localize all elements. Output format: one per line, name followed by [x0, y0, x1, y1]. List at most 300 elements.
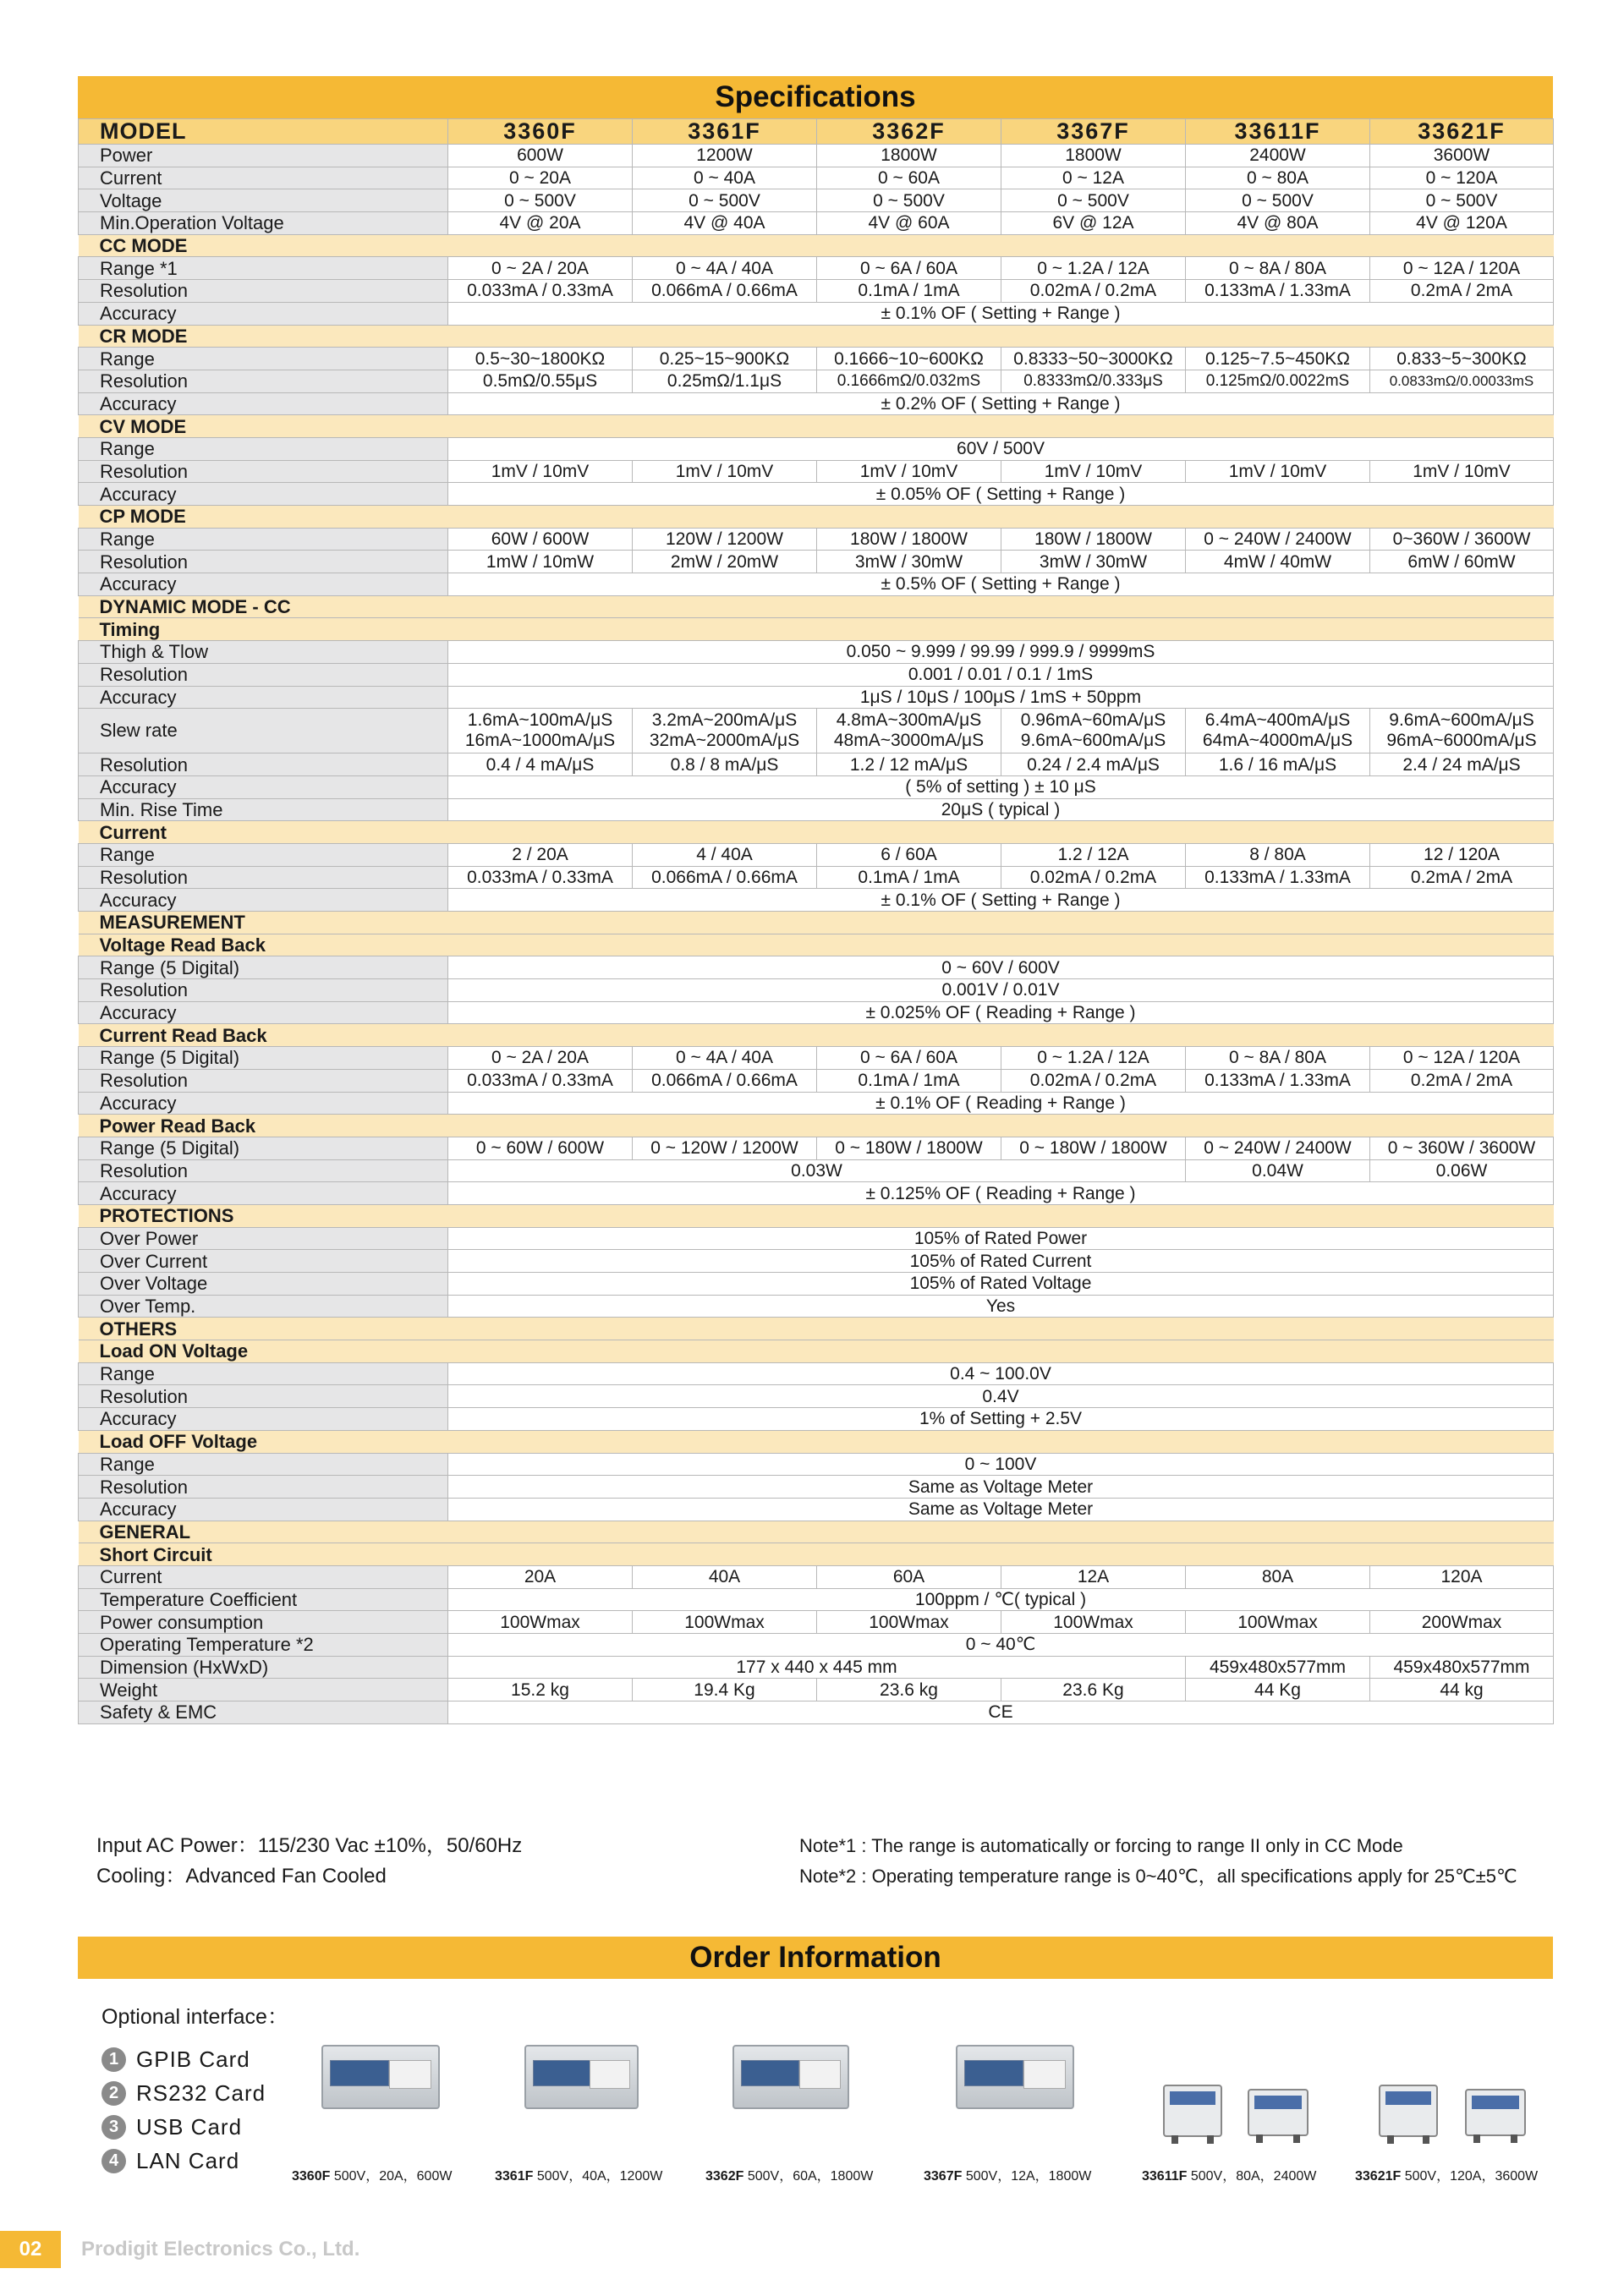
spec-label: Resolution: [79, 1476, 448, 1499]
spec-value: 1mV / 10mV: [1370, 460, 1554, 483]
spec-value: 12A: [1001, 1565, 1186, 1588]
section-header-row: [79, 415, 1554, 438]
spec-value: 3mW / 30mW: [1001, 551, 1186, 573]
spec-value: 0 ~ 500V: [448, 189, 633, 212]
spec-value: 200Wmax: [1370, 1611, 1554, 1634]
spec-label: Accuracy: [79, 1408, 448, 1431]
spec-value: 0 ~ 240W / 2400W: [1186, 1137, 1370, 1159]
section-header-row: [79, 1340, 1554, 1363]
spec-row: [79, 573, 1554, 596]
spec-value: 0.0833mΩ/0.00033mS: [1370, 370, 1554, 392]
spec-value: 0.133mA / 1.33mA: [1186, 280, 1370, 303]
spec-value: 0 ~ 60A: [817, 167, 1001, 189]
spec-row: [79, 1611, 1554, 1634]
spec-value: 100Wmax: [1186, 1611, 1370, 1634]
section-title: Current Read Back: [79, 1024, 1554, 1047]
note-2: Note*2 : Operating temperature range is 0~40℃，all specifications apply for 25℃±5℃: [799, 1866, 1517, 1887]
model-header-row: [79, 119, 1554, 145]
spec-row: [79, 866, 1554, 889]
spec-value: 0.25~15~900KΩ: [633, 348, 817, 370]
spec-value-line: 6.4mA~400mA/μS: [1204, 710, 1351, 731]
spec-value: 23.6 Kg: [1001, 1679, 1186, 1701]
footnotes: [799, 1831, 1517, 1892]
spec-label: Range: [79, 1453, 448, 1476]
spec-value: 0 ~ 12A: [1001, 167, 1186, 189]
spec-row: [79, 1498, 1554, 1521]
spec-label: Accuracy: [79, 775, 448, 798]
section-title: Load ON Voltage: [79, 1340, 1554, 1363]
spec-value: 100Wmax: [448, 1611, 633, 1634]
spec-value: 4mW / 40mW: [1186, 551, 1370, 573]
spec-value: 1mW / 10mW: [448, 551, 633, 573]
spec-value: 0 ~ 8A / 80A: [1186, 1047, 1370, 1070]
model-name: 3361F: [633, 119, 817, 145]
cooling: Cooling：Advanced Fan Cooled: [96, 1865, 387, 1888]
spec-row: [79, 1273, 1554, 1296]
spec-label: Range (5 Digital): [79, 956, 448, 979]
product-caption: [705, 2165, 873, 2184]
spec-value: [1186, 709, 1370, 753]
spec-value-line: 48mA~3000mA/μS: [833, 731, 985, 751]
spec-value: 1.2 / 12 mA/μS: [817, 753, 1001, 776]
model-name: 33621F: [1370, 119, 1554, 145]
spec-value: 180W / 1800W: [1001, 528, 1186, 551]
spec-row: [79, 775, 1554, 798]
spec-value: 0 ~ 40℃: [448, 1634, 1554, 1657]
spec-value: 0.1666mΩ/0.032mS: [817, 370, 1001, 392]
spec-value: 2mW / 20mW: [633, 551, 817, 573]
spec-row: [79, 663, 1554, 686]
input-ac-power: Input AC Power：115/230 Vac ±10%，50/60Hz: [96, 1834, 523, 1857]
spec-row: [79, 1362, 1554, 1385]
spec-value: 0 ~ 500V: [633, 189, 817, 212]
specifications-table: [78, 118, 1554, 1724]
section-title: Power Read Back: [79, 1115, 1554, 1137]
page-number: 02: [0, 2231, 61, 2268]
spec-label: Accuracy: [79, 686, 448, 709]
spec-value: 0.2mA / 2mA: [1370, 866, 1554, 889]
number-badge-icon: 1: [102, 2047, 126, 2072]
spec-value: 1μS / 10μS / 100μS / 1mS + 50ppm: [448, 686, 1554, 709]
spec-value: 0.24 / 2.4 mA/μS: [1001, 753, 1186, 776]
company-name: Prodigit Electronics Co., Ltd.: [81, 2238, 360, 2260]
spec-value: 1.2 / 12A: [1001, 843, 1186, 866]
product-caption: [292, 2165, 452, 2184]
spec-value: 100ppm / ℃( typical ): [448, 1588, 1554, 1611]
section-header-row: [79, 1543, 1554, 1566]
spec-value: 1800W: [1001, 145, 1186, 167]
spec-value: 23.6 kg: [817, 1679, 1001, 1701]
spec-value: 0 ~ 1.2A / 12A: [1001, 1047, 1186, 1070]
spec-value: 0.25mΩ/1.1μS: [633, 370, 817, 392]
section-title: Current: [79, 821, 1554, 844]
spec-value: 0.5~30~1800KΩ: [448, 348, 633, 370]
spec-value: Same as Voltage Meter: [448, 1498, 1554, 1521]
spec-label: Resolution: [79, 979, 448, 1002]
section-header-row: [79, 1521, 1554, 1543]
spec-row: [79, 280, 1554, 303]
section-header-row: [79, 234, 1554, 257]
product-3367f-image: [956, 2045, 1074, 2109]
product-33621f-image: [1379, 2085, 1438, 2137]
spec-label: Temperature Coefficient: [79, 1588, 448, 1611]
product-spec: 500V，12A，1800W: [962, 2169, 1092, 2184]
spec-row: [79, 370, 1554, 392]
number-badge-icon: 4: [102, 2149, 126, 2173]
spec-value: 0.066mA / 0.66mA: [633, 866, 817, 889]
spec-label: Resolution: [79, 1159, 448, 1182]
spec-value: 4V @ 120A: [1370, 212, 1554, 235]
spec-value: 0.033mA / 0.33mA: [448, 1069, 633, 1092]
spec-value: ± 0.1% OF ( Setting + Range ): [448, 889, 1554, 912]
section-title: PROTECTIONS: [79, 1204, 1554, 1227]
interface-card-item: [102, 2076, 266, 2110]
spec-value: 0.4 / 4 mA/μS: [448, 753, 633, 776]
product-model: 33611F: [1142, 2169, 1188, 2184]
interface-card-item: [102, 2042, 266, 2076]
spec-value: 180W / 1800W: [817, 528, 1001, 551]
spec-value: 0 ~ 60W / 600W: [448, 1137, 633, 1159]
spec-row: [79, 979, 1554, 1002]
spec-value: 4V @ 80A: [1186, 212, 1370, 235]
model-label: MODEL: [79, 119, 448, 145]
section-title: CC MODE: [79, 234, 1554, 257]
spec-label: Over Power: [79, 1227, 448, 1250]
spec-value-line: 96mA~6000mA/μS: [1386, 731, 1537, 751]
spec-value: 0 ~ 240W / 2400W: [1186, 528, 1370, 551]
section-header-row: [79, 1318, 1554, 1340]
spec-row: [79, 145, 1554, 167]
spec-label: Over Temp.: [79, 1295, 448, 1318]
interface-card-item: [102, 2144, 266, 2178]
spec-value: 2.4 / 24 mA/μS: [1370, 753, 1554, 776]
spec-row: [79, 189, 1554, 212]
spec-row: [79, 798, 1554, 821]
spec-label: Resolution: [79, 866, 448, 889]
spec-label: Accuracy: [79, 1092, 448, 1115]
spec-value: 0.125mΩ/0.0022mS: [1186, 370, 1370, 392]
optional-interface-label: Optional interface：: [102, 2005, 288, 2029]
section-title: CR MODE: [79, 325, 1554, 348]
section-header-row: [79, 506, 1554, 529]
product-model: 3361F: [495, 2169, 534, 2184]
spec-value: 0.02mA / 0.2mA: [1001, 1069, 1186, 1092]
spec-value: 100Wmax: [633, 1611, 817, 1634]
spec-row: [79, 686, 1554, 709]
spec-value: 1mV / 10mV: [817, 460, 1001, 483]
number-badge-icon: 2: [102, 2081, 126, 2106]
order-information-title: Order Information: [78, 1937, 1553, 1979]
spec-row: [79, 437, 1554, 460]
spec-row: [79, 1656, 1554, 1679]
spec-label: Power: [79, 145, 448, 167]
spec-value: 19.4 Kg: [633, 1679, 817, 1701]
spec-value: 6V @ 12A: [1001, 212, 1186, 235]
spec-value: ( 5% of setting ) ± 10 μS: [448, 775, 1554, 798]
section-title: MEASUREMENT: [79, 912, 1554, 934]
spec-value: 8 / 80A: [1186, 843, 1370, 866]
spec-label: Range (5 Digital): [79, 1047, 448, 1070]
specifications-title: Specifications: [78, 76, 1553, 118]
product-spec: 500V，40A，1200W: [533, 2169, 663, 2184]
spec-row: [79, 1295, 1554, 1318]
spec-label: Range: [79, 437, 448, 460]
spec-label: Resolution: [79, 1385, 448, 1408]
section-header-row: [79, 934, 1554, 956]
model-name: 3360F: [448, 119, 633, 145]
section-title: Timing: [79, 618, 1554, 641]
spec-label: Voltage: [79, 189, 448, 212]
spec-value: 0.001 / 0.01 / 0.1 / 1mS: [448, 663, 1554, 686]
spec-value: 0 ~ 8A / 80A: [1186, 257, 1370, 280]
spec-label: Accuracy: [79, 302, 448, 325]
spec-value: 3mW / 30mW: [817, 551, 1001, 573]
product-33611f-image: [1248, 2089, 1309, 2136]
spec-value: 0.050 ~ 9.999 / 99.99 / 999.9 / 9999mS: [448, 641, 1554, 664]
spec-row: [79, 392, 1554, 415]
spec-value: 60A: [817, 1565, 1001, 1588]
product-3362f-image: [732, 2045, 849, 2109]
spec-label: Operating Temperature *2: [79, 1634, 448, 1657]
spec-value: ± 0.125% OF ( Reading + Range ): [448, 1182, 1554, 1205]
spec-value-line: 0.96mA~60mA/μS: [1020, 710, 1166, 731]
spec-value: 6 / 60A: [817, 843, 1001, 866]
spec-value-line: 64mA~4000mA/μS: [1202, 731, 1353, 751]
spec-value: 0 ~ 12A / 120A: [1370, 1047, 1554, 1070]
spec-value: Same as Voltage Meter: [448, 1476, 1554, 1499]
spec-row: [79, 709, 1554, 753]
spec-value: 0.2mA / 2mA: [1370, 280, 1554, 303]
spec-label: Current: [79, 1565, 448, 1588]
model-name: 33611F: [1186, 119, 1370, 145]
spec-label: Accuracy: [79, 889, 448, 912]
spec-value: [448, 709, 633, 753]
spec-value: 1mV / 10mV: [1186, 460, 1370, 483]
spec-value: 4V @ 20A: [448, 212, 633, 235]
spec-value: 120W / 1200W: [633, 528, 817, 551]
spec-value: 0 ~ 100V: [448, 1453, 1554, 1476]
spec-value: 0 ~ 60V / 600V: [448, 956, 1554, 979]
spec-value: 105% of Rated Voltage: [448, 1273, 1554, 1296]
spec-label: Current: [79, 167, 448, 189]
product-3361f-image: [524, 2045, 639, 2109]
spec-value: ± 0.05% OF ( Setting + Range ): [448, 483, 1554, 506]
spec-row: [79, 1701, 1554, 1724]
spec-value-line: 9.6mA~600mA/μS: [1389, 710, 1534, 731]
spec-value: 0 ~ 40A: [633, 167, 817, 189]
spec-value: 0.033mA / 0.33mA: [448, 280, 633, 303]
spec-value: 44 kg: [1370, 1679, 1554, 1701]
spec-value: 12 / 120A: [1370, 843, 1554, 866]
section-header-row: [79, 912, 1554, 934]
spec-value: 0 ~ 120W / 1200W: [633, 1137, 817, 1159]
spec-value: 0 ~ 1.2A / 12A: [1001, 257, 1186, 280]
spec-value: 0.1mA / 1mA: [817, 280, 1001, 303]
spec-row: [79, 956, 1554, 979]
product-model: 33621F: [1355, 2169, 1402, 2184]
spec-value: 0 ~ 6A / 60A: [817, 257, 1001, 280]
spec-label: Resolution: [79, 551, 448, 573]
spec-value: 0.4V: [448, 1385, 1554, 1408]
spec-value: 459x480x577mm: [1370, 1656, 1554, 1679]
spec-value-line: 32mA~2000mA/μS: [649, 731, 800, 751]
spec-value: CE: [448, 1701, 1554, 1724]
spec-label: Resolution: [79, 753, 448, 776]
product-33611f-image: [1163, 2085, 1222, 2137]
spec-value: 0.133mA / 1.33mA: [1186, 1069, 1370, 1092]
spec-value: 0 ~ 500V: [1001, 189, 1186, 212]
spec-value: 0.8333mΩ/0.333μS: [1001, 370, 1186, 392]
spec-label: Resolution: [79, 1069, 448, 1092]
spec-label: Accuracy: [79, 1001, 448, 1024]
spec-value: 1800W: [817, 145, 1001, 167]
spec-label: Range: [79, 348, 448, 370]
spec-value: 0.4 ~ 100.0V: [448, 1362, 1554, 1385]
spec-value: 0 ~ 360W / 3600W: [1370, 1137, 1554, 1159]
spec-row: [79, 1069, 1554, 1092]
interface-card-item: [102, 2110, 266, 2144]
number-badge-icon: 3: [102, 2115, 126, 2140]
product-caption: [1355, 2165, 1538, 2184]
spec-value: [1370, 709, 1554, 753]
spec-label: Slew rate: [79, 709, 448, 753]
spec-row: [79, 167, 1554, 189]
spec-label: Range (5 Digital): [79, 1137, 448, 1159]
spec-value: ± 0.1% OF ( Setting + Range ): [448, 302, 1554, 325]
spec-row: [79, 1137, 1554, 1159]
section-header-row: [79, 1430, 1554, 1453]
spec-label: Power consumption: [79, 1611, 448, 1634]
spec-value: 0.8 / 8 mA/μS: [633, 753, 817, 776]
card-label: RS232 Card: [136, 2080, 266, 2106]
product-3360f-image: [321, 2045, 440, 2109]
section-title: DYNAMIC MODE - CC: [79, 595, 1554, 618]
spec-row: [79, 1634, 1554, 1657]
spec-label: Safety & EMC: [79, 1701, 448, 1724]
spec-value: 0~360W / 3600W: [1370, 528, 1554, 551]
spec-value-line: 16mA~1000mA/μS: [464, 731, 616, 751]
spec-value: 0 ~ 20A: [448, 167, 633, 189]
interface-card-list: [102, 2042, 266, 2178]
spec-label: Dimension (HxWxD): [79, 1656, 448, 1679]
product-spec: 500V，80A，2400W: [1187, 2169, 1317, 2184]
product-caption: [924, 2165, 1091, 2184]
spec-value-line: 9.6mA~600mA/μS: [1020, 731, 1166, 751]
spec-label: Resolution: [79, 460, 448, 483]
spec-value: 2400W: [1186, 145, 1370, 167]
spec-value: 0.133mA / 1.33mA: [1186, 866, 1370, 889]
spec-value: 40A: [633, 1565, 817, 1588]
spec-row: [79, 257, 1554, 280]
spec-value: 20μS ( typical ): [448, 798, 1554, 821]
spec-value: ± 0.5% OF ( Setting + Range ): [448, 573, 1554, 596]
spec-value: 0.125~7.5~450KΩ: [1186, 348, 1370, 370]
section-title: CV MODE: [79, 415, 1554, 438]
spec-value: 3600W: [1370, 145, 1554, 167]
spec-value: 0 ~ 500V: [1186, 189, 1370, 212]
product-33621f-image: [1465, 2089, 1526, 2136]
spec-value: 80A: [1186, 1565, 1370, 1588]
spec-row: [79, 348, 1554, 370]
spec-value: 0.001V / 0.01V: [448, 979, 1554, 1002]
spec-value: 0 ~ 6A / 60A: [817, 1047, 1001, 1070]
spec-value: 1mV / 10mV: [633, 460, 817, 483]
card-label: USB Card: [136, 2113, 243, 2140]
spec-value: [633, 709, 817, 753]
section-title: Short Circuit: [79, 1543, 1554, 1566]
card-label: GPIB Card: [136, 2046, 250, 2072]
product-model: 3362F: [705, 2169, 744, 2184]
spec-row: [79, 1250, 1554, 1273]
spec-label: Over Voltage: [79, 1273, 448, 1296]
section-header-row: [79, 1024, 1554, 1047]
spec-label: Range: [79, 1362, 448, 1385]
spec-row: [79, 1159, 1554, 1182]
note-1: Note*1 : The range is automatically or forcing to range II only in CC Mode: [799, 1835, 1403, 1856]
section-title: CP MODE: [79, 506, 1554, 529]
spec-label: Accuracy: [79, 392, 448, 415]
spec-value: 0 ~ 120A: [1370, 167, 1554, 189]
spec-value: 105% of Rated Current: [448, 1250, 1554, 1273]
spec-label: Min. Rise Time: [79, 798, 448, 821]
spec-label: Accuracy: [79, 1182, 448, 1205]
spec-value: 0.2mA / 2mA: [1370, 1069, 1554, 1092]
section-header-row: [79, 325, 1554, 348]
spec-value: [817, 709, 1001, 753]
section-title: Voltage Read Back: [79, 934, 1554, 956]
spec-value: 600W: [448, 145, 633, 167]
section-title: GENERAL: [79, 1521, 1554, 1543]
product-caption: [495, 2165, 662, 2184]
spec-value: 0.02mA / 0.2mA: [1001, 280, 1186, 303]
spec-value: 6mW / 60mW: [1370, 551, 1554, 573]
section-title: OTHERS: [79, 1318, 1554, 1340]
section-title: Load OFF Voltage: [79, 1430, 1554, 1453]
spec-row: [79, 843, 1554, 866]
spec-label: Resolution: [79, 370, 448, 392]
spec-value: Yes: [448, 1295, 1554, 1318]
spec-value: 0.06W: [1370, 1159, 1554, 1182]
section-header-row: [79, 1115, 1554, 1137]
spec-value: 0 ~ 2A / 20A: [448, 257, 633, 280]
spec-value: 4V @ 60A: [817, 212, 1001, 235]
spec-row: [79, 302, 1554, 325]
spec-label: Accuracy: [79, 483, 448, 506]
spec-value: 1mV / 10mV: [448, 460, 633, 483]
spec-value: 0 ~ 180W / 1800W: [817, 1137, 1001, 1159]
product-spec: 500V，20A，600W: [330, 2169, 453, 2184]
spec-row: [79, 1047, 1554, 1070]
spec-value: 100Wmax: [817, 1611, 1001, 1634]
spec-value: 0.03W: [448, 1159, 1186, 1182]
spec-label: Min.Operation Voltage: [79, 212, 448, 235]
spec-row: [79, 1182, 1554, 1205]
section-header-row: [79, 1204, 1554, 1227]
product-model: 3360F: [292, 2169, 331, 2184]
spec-value: 15.2 kg: [448, 1679, 633, 1701]
spec-label: Thigh & Tlow: [79, 641, 448, 664]
product-spec: 500V，120A，3600W: [1401, 2169, 1539, 2184]
spec-value: 0 ~ 180W / 1800W: [1001, 1137, 1186, 1159]
spec-label: Resolution: [79, 280, 448, 303]
spec-value: 44 Kg: [1186, 1679, 1370, 1701]
spec-value: 0 ~ 500V: [1370, 189, 1554, 212]
spec-value: 60V / 500V: [448, 437, 1554, 460]
spec-row: [79, 889, 1554, 912]
spec-value: 2 / 20A: [448, 843, 633, 866]
spec-value: 0.066mA / 0.66mA: [633, 1069, 817, 1092]
spec-label: Range: [79, 528, 448, 551]
